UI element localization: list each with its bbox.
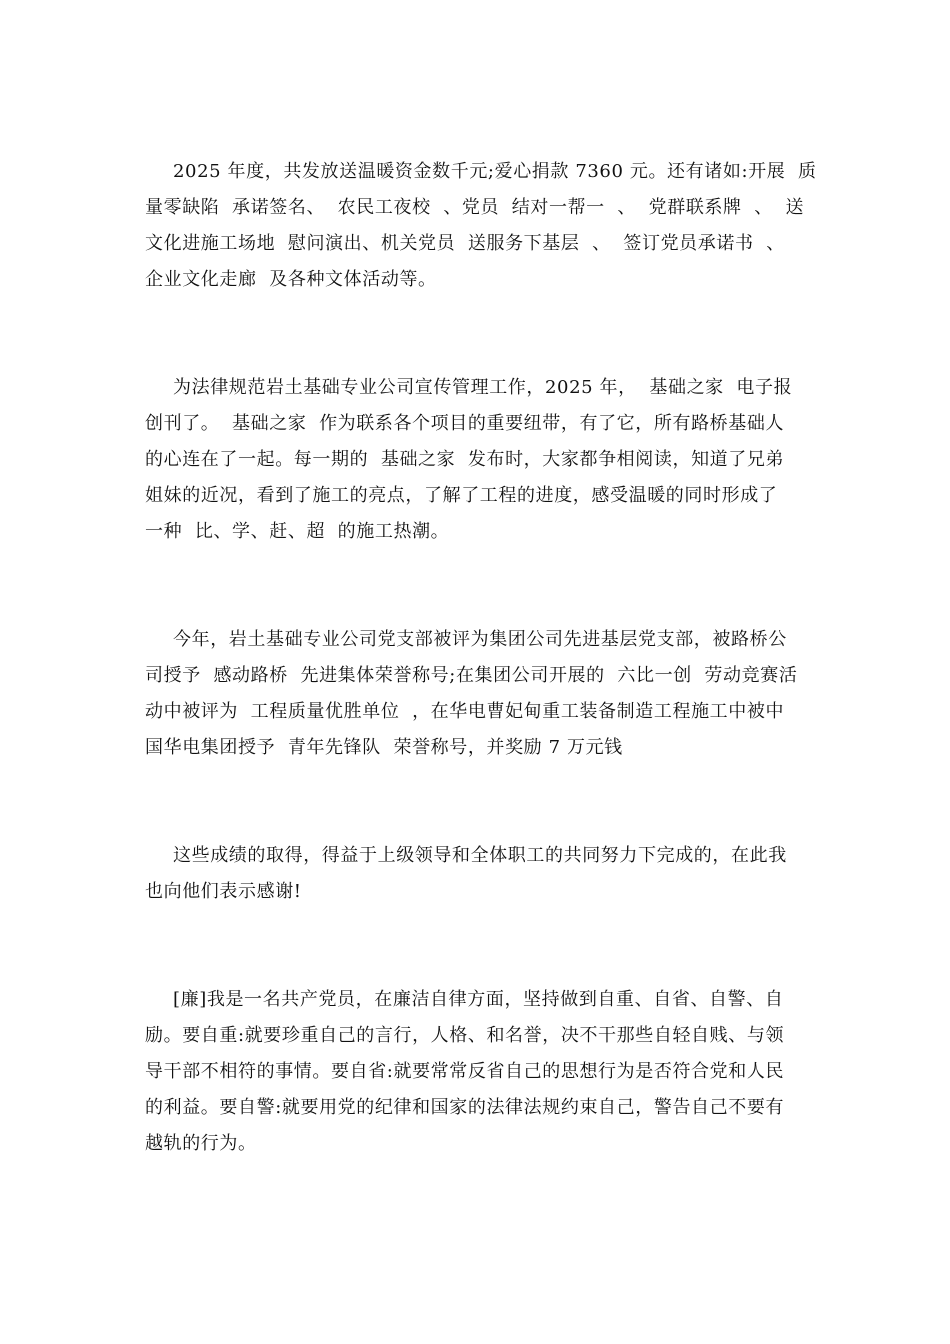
paragraph-line: 创刊了。 基础之家 作为联系各个项目的重要纽带，有了它，所有路桥基础人	[145, 413, 785, 434]
paragraph-line: 文化进施工场地 慰问演出、机关党员 送服务下基层 、 签订党员承诺书 、	[145, 233, 785, 254]
paragraph-line: 姐妹的近况，看到了施工的亮点，了解了工程的进度，感受温暖的同时形成了	[145, 485, 778, 506]
paragraph-line: 动中被评为 工程质量优胜单位 ，在华电曹妃甸重工装备制造工程施工中被中	[145, 701, 785, 722]
paragraph-line: 导干部不相符的事情。要自省:就要常常反省自己的思想行为是否符合党和人民	[145, 1061, 785, 1082]
paragraph-line: 这些成绩的取得，得益于上级领导和全体职工的共同努力下完成的，在此我	[173, 845, 787, 866]
paragraph-line: 司授予 感动路桥 先进集体荣誉称号;在集团公司开展的 六比一创 劳动竞赛活	[145, 665, 798, 686]
paragraph-line: 为法律规范岩土基础专业公司宣传管理工作，2025 年， 基础之家 电子报	[173, 377, 793, 398]
paragraph-line: 一种 比、学、赶、超 的施工热潮。	[145, 521, 450, 542]
paragraph-line: 量零缺陷 承诺签名、 农民工夜校 、党员 结对一帮一 、 党群联系牌 、 送	[145, 197, 805, 218]
paragraph-line: 的利益。要自警:就要用党的纪律和国家的法律法规约束自己，警告自己不要有	[145, 1097, 785, 1118]
paragraph-line: 的心连在了一起。每一期的 基础之家 发布时，大家都争相阅读，知道了兄弟	[145, 449, 785, 470]
paragraph-line: 也向他们表示感谢!	[145, 881, 302, 902]
paragraph-line: [廉]我是一名共产党员，在廉洁自律方面，坚持做到自重、自省、自警、自	[173, 989, 784, 1010]
paragraph-line: 励。要自重:就要珍重自己的言行，人格、和名誉，决不干那些自轻自贱、与领	[145, 1025, 785, 1046]
paragraph-line: 企业文化走廊 及各种文体活动等。	[145, 269, 437, 290]
paragraph-line: 今年，岩土基础专业公司党支部被评为集团公司先进基层党支部，被路桥公	[173, 629, 787, 650]
paragraph-line: 越轨的行为。	[145, 1133, 257, 1154]
paragraph-line: 2025 年度，共发放送温暖资金数千元;爱心捐款 7360 元。还有诸如:开展 质	[173, 161, 817, 182]
paragraph-line: 国华电集团授予 青年先锋队 荣誉称号，并奖励 7 万元钱	[145, 737, 623, 758]
